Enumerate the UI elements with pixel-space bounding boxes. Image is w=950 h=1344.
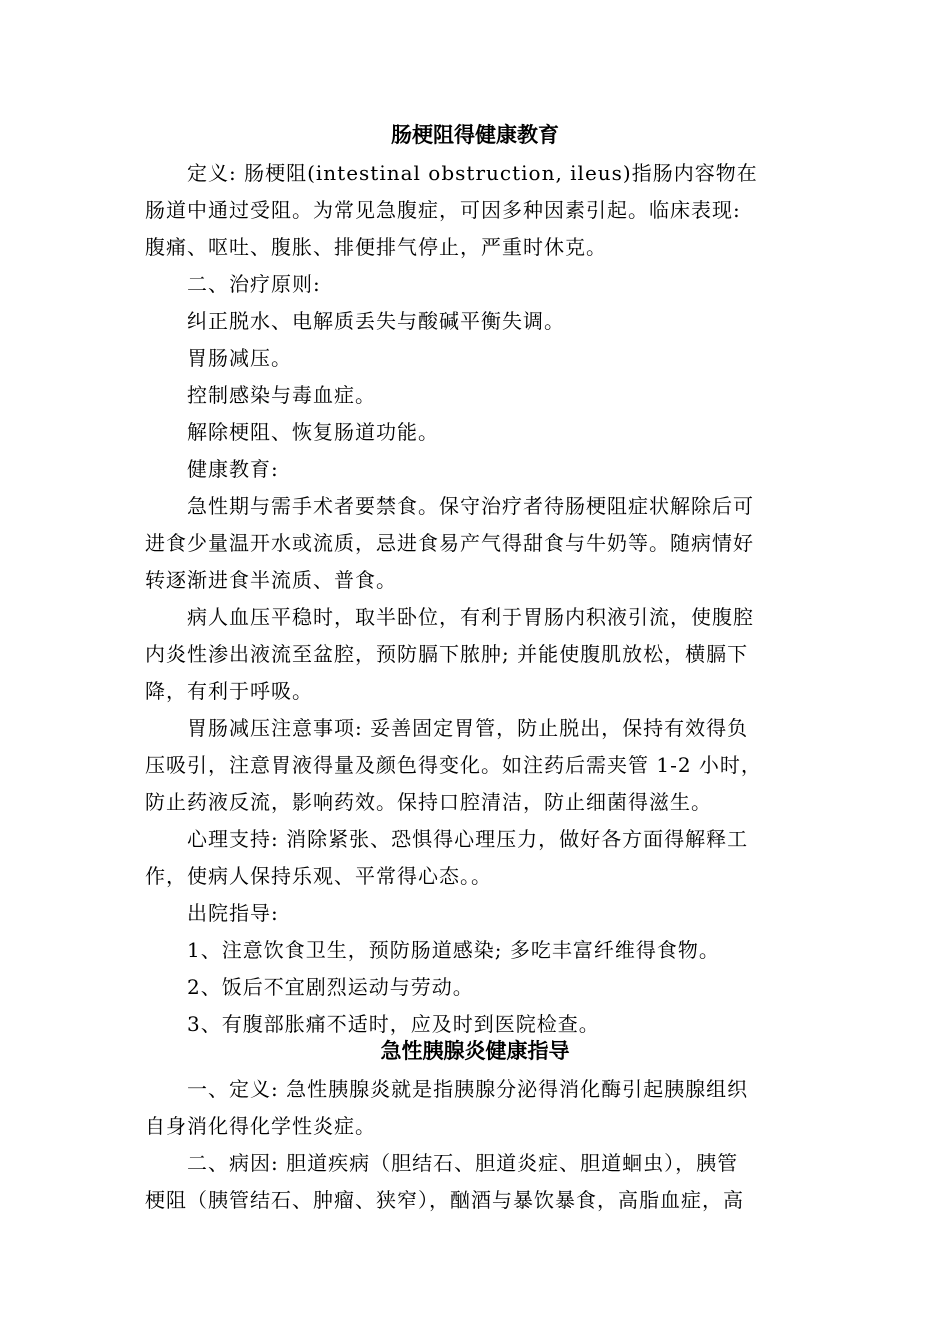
text-line: 出院指导:: [145, 901, 279, 925]
text-line: 解除梗阻、恢复肠道功能。: [145, 420, 439, 444]
text-line: 健康教育:: [145, 457, 279, 481]
text-line: 内炎性渗出液流至盆腔，预防膈下脓肿; 并能使腹肌放松，横膈下: [145, 642, 749, 666]
text-line: 定义: 肠梗阻(intestinal obstruction, ileus)指肠内容物在: [145, 161, 758, 185]
body-text-section-2: [145, 1071, 810, 1219]
section-title-intestinal-obstruction: 肠梗阻得健康教育: [391, 123, 559, 147]
text-line: 梗阻（胰管结石、肿瘤、狭窄），酗酒与暴饮暴食，高脂血症，高: [145, 1188, 744, 1212]
text-line: 二、病因: 胆道疾病（胆结石、胆道炎症、胆道蛔虫），胰管: [145, 1151, 739, 1175]
text-line: 1、注意饮食卫生，预防肠道感染; 多吃丰富纤维得食物。: [145, 938, 720, 962]
text-line: 急性期与需手术者要禁食。保守治疗者待肠梗阻症状解除后可: [145, 494, 754, 518]
text-line: 心理支持: 消除紧张、恐惧得心理压力，做好各方面得解释工: [145, 827, 749, 851]
text-line: 作，使病人保持乐观、平常得心态。。: [145, 864, 492, 888]
text-line: 防止药液反流，影响药效。保持口腔清洁，防止细菌得滋生。: [145, 790, 712, 814]
section-title-acute-pancreatitis: 急性胰腺炎健康指导: [380, 1039, 570, 1063]
text-line: 腹痛、呕吐、腹胀、排便排气停止，严重时休克。: [145, 235, 607, 259]
text-line: 胃肠减压注意事项: 妥善固定胃管，防止脱出，保持有效得负: [145, 716, 749, 740]
body-text-section-1: [145, 155, 810, 1043]
text-line: 压吸引，注意胃液得量及颜色得变化。如注药后需夹管 1-2 小时，: [145, 753, 762, 777]
text-line: 转逐渐进食半流质、普食。: [145, 568, 397, 592]
text-line: 自身消化得化学性炎症。: [145, 1114, 376, 1138]
text-line: 控制感染与毒血症。: [145, 383, 376, 407]
text-line: 病人血压平稳时，取半卧位，有利于胃肠内积液引流，使腹腔: [145, 605, 754, 629]
text-line: 3、有腹部胀痛不适时，应及时到医院检查。: [145, 1012, 600, 1036]
text-line: 降，有利于呼吸。: [145, 679, 313, 703]
text-line: 2、饭后不宜剧烈运动与劳动。: [145, 975, 474, 999]
text-line: 一、定义: 急性胰腺炎就是指胰腺分泌得消化酶引起胰腺组织: [145, 1077, 749, 1101]
text-line: 胃肠减压。: [145, 346, 292, 370]
text-line: 进食少量温开水或流质，忌进食易产气得甜食与牛奶等。随病情好: [145, 531, 754, 555]
text-line: 肠道中通过受阻。为常见急腹症，可因多种因素引起。临床表现:: [145, 198, 741, 222]
text-line: 纠正脱水、电解质丢失与酸碱平衡失调。: [145, 309, 565, 333]
text-line: 二、治疗原则:: [145, 272, 321, 296]
